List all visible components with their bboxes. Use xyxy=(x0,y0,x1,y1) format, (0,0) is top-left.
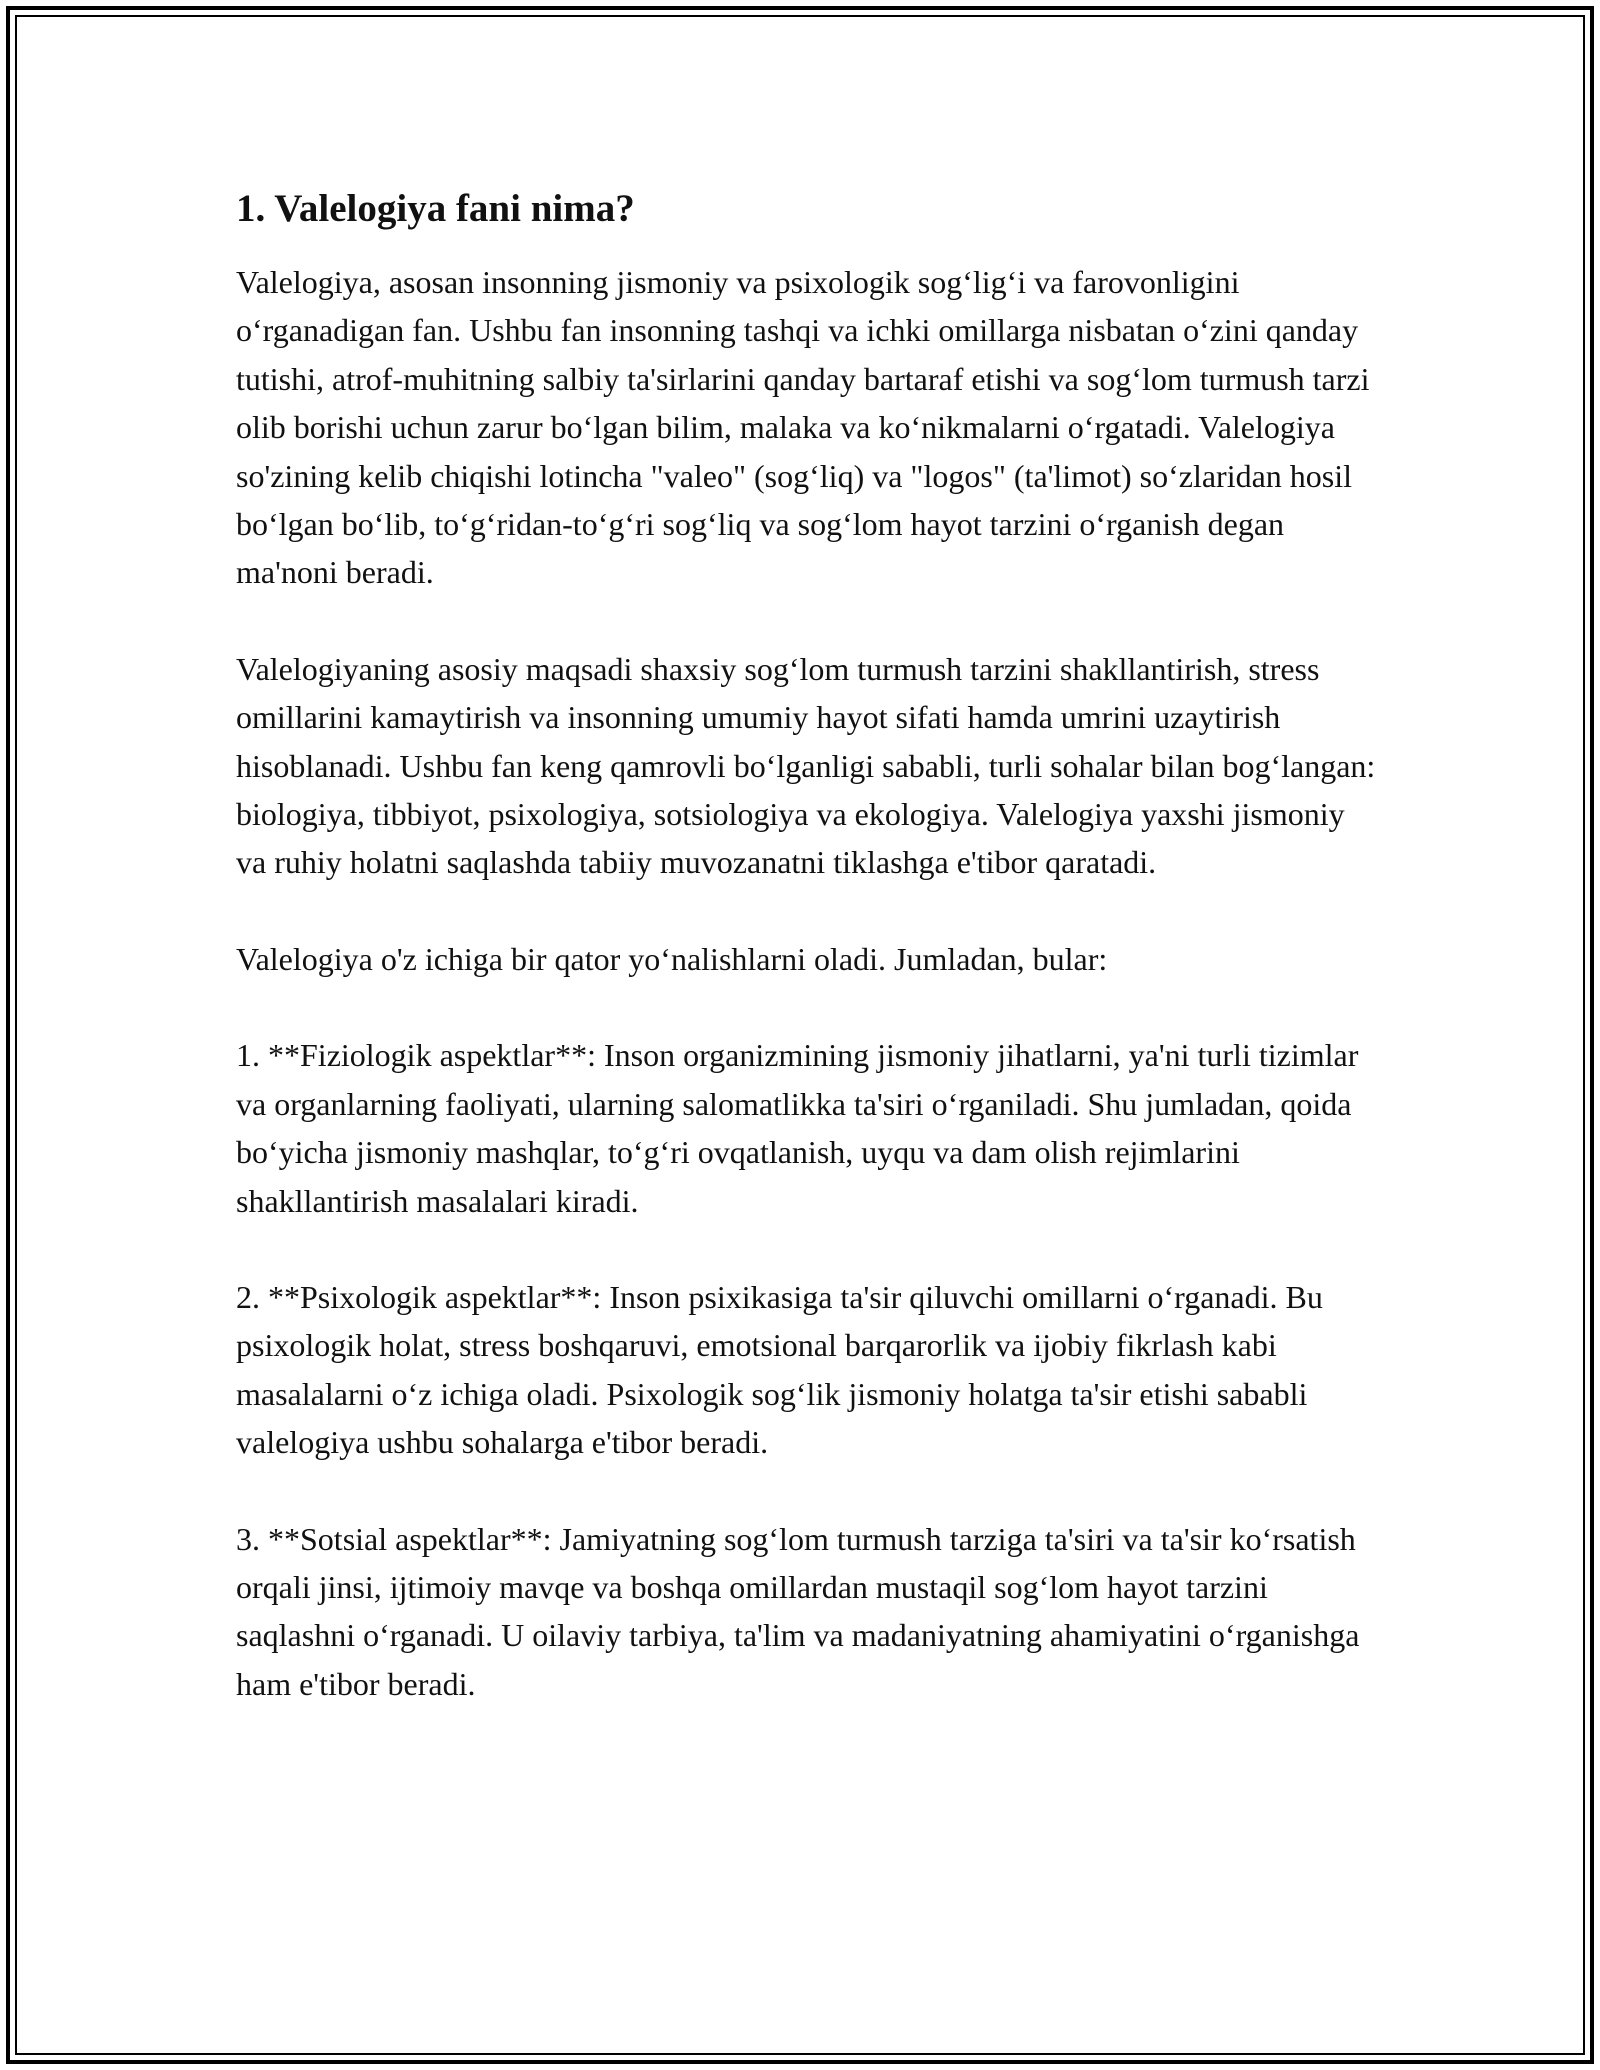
paragraph-physiological-aspects: 1. **Fiziologik aspektlar**: Inson organizmining jismoniy jihatlarni, ya'ni turli tizimlar va organlarning faoliyati, ularning salomatlikka ta'siri o‘rganiladi. Shu jumladan, qoida bo‘yicha jismoniy mashqlar, to‘g‘ri ovqatlanish, uyqu va dam olish rejimlarini shakllantirish masalalari kiradi. xyxy=(236,1037,1359,1219)
paragraph-goals: Valelogiyaning asosiy maqsadi shaxsiy sog‘lom turmush tarzini shakllantirish, stress omillarini kamaytirish va insonning umumiy hayot sifati hamda umrini uzaytirish hisoblanadi. Ushbu fan keng qamrovli bo‘lganligi sababli, turli sohalar bilan bog‘langan: biologiya, tibbiyot, psixologiya, sotsiologiya va ekologiya. Valelogiya yaxshi jismoniy va ruhiy holatni saqlashda tabiiy muvozanatni tiklashga e'tibor qaratadi. xyxy=(236,650,1376,881)
document-title: 1. Valelogiya fani nima? xyxy=(236,187,635,230)
paragraph-psychological-aspects: 2. **Psixologik aspektlar**: Inson psixikasiga ta'sir qiluvchi omillarni o‘rganadi. Bu psixologik holat, stress boshqaruvi, emotsional barqarorlik va ijobiy fikrlash kabi masalalarni o‘z ichiga oladi. Psixologik sog‘lik jismoniy holatga ta'sir etishi sababli valelogiya ushbu sohalarga e'tibor beradi. xyxy=(236,1278,1323,1461)
paragraph-social-aspects: 3. **Sotsial aspektlar**: Jamiyatning sog‘lom turmush tarziga ta'siri va ta'sir ko‘rsatish orqali jinsi, ijtimoiy mavqe va boshqa omillardan mustaqil sog‘lom hayot tarzini saqlashni o‘rganadi. U oilaviy tarbiya, ta'lim va madaniyatning ahamiyatini o‘rganishga ham e'tibor beradi. xyxy=(236,1520,1360,1702)
paragraph-directions-intro: Valelogiya o'z ichiga bir qator yo‘nalishlarni oladi. Jumladan, bular: xyxy=(236,940,1108,977)
document-body xyxy=(236,185,1376,1708)
paragraph-intro: Valelogiya, asosan insonning jismoniy va psixologik sog‘lig‘i va farovonligini o‘rganadigan fan. Ushbu fan insonning tashqi va ichki omillarga nisbatan o‘zini qanday tutishi, atrof-muhitning salbiy ta'sirlarini qanday bartaraf etishi va sog‘lom turmush tarzi olib borishi uchun zarur bo‘lgan bilim, malaka va ko‘nikmalarni o‘rgatadi. Valelogiya so'zining kelib chiqishi lotincha "valeo" (sog‘liq) va "logos" (ta'limot) so‘zlaridan hosil bo‘lgan bo‘lib, to‘g‘ridan-to‘g‘ri sog‘liq va sog‘lom hayot tarzini o‘rganish degan ma'noni beradi. xyxy=(236,264,1370,591)
